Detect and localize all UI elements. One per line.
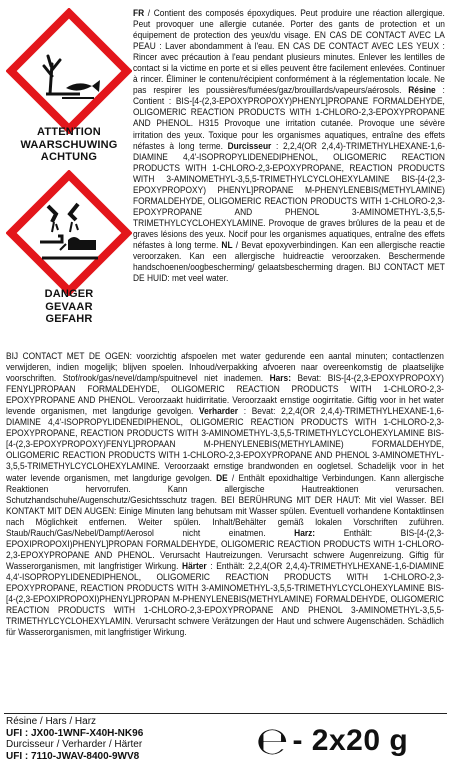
- hars-statements: Bevat: BIS-[4-(2,3-EPOXYPROPOXY) FENYL]PROPAAN FORMALDEHYDE, OLIGOMERIC REACTION PRODUCTS WITH 1-CHLORO-2,3-EPOXYPROPANE AND PHENOL. Veroorzaakt huidirritatie. Veroorzaakt ernstige oogirritatie. Giftig voor in het water levende organismen, met langdurige gevolgen.: [6, 373, 444, 417]
- durcisseur-tag: Durcisseur: [227, 140, 272, 151]
- resine-statements: : Contient : BIS-[4-(2,3-EPOXYPROPOXY)PHENYL]PROPANE FORMALDEHYDE, OLIGOMERIC REACTION PRODUCTS WITH 1-CHLORO-2,3-EPOXYPROPANE AND PHENOL. H315 Provoque une irritation cutanée. Provoque une sévère irritation des yeux. Toxique pour les organismes aquatiques, entraîne des effets néfastes à long terme.: [133, 85, 445, 151]
- hars-tag: Hars:: [269, 373, 291, 384]
- lang-tag-de: DE: [216, 472, 228, 483]
- signal-word-nl: GEVAAR: [45, 300, 93, 313]
- environment-hazard-icon: [6, 8, 132, 134]
- hazard-text-full: [6, 351, 444, 638]
- hardener-line: Durcisseur / Verharder / Härter: [6, 739, 143, 751]
- de-statements: / Enthält epoxidhaltige Verbindungen. Kann allergische Reaktionen hervorrufen. Kann allergische Hautreaktionen verursachen. Schutzhandschuhe/Augenschutz/Gesichtsschutz tragen. BEI BERÜHRUNG MIT DER HAUT: Mit viel Wasser. BEI KONTAKT MIT DEN AUGEN: Einige Minuten lang behutsam mit Wasser spülen. Eventuell vorhandene Kontaktlinsen nach Möglichkeit entfernen. Weiter spülen. Inhalt/Behälter gemäß lokalen Vorschriften zuführen. Staub/Rauch/Gas/Nebel/Dampf/Aerosol nicht einatmen.: [6, 472, 444, 538]
- footer-divider: [4, 713, 447, 714]
- nl-statements: / Bevat epoxyverbindingen. Kan een allergische reactie veroorzaken. Kan een allergische huidreactie veroorzaken. Beschermende handschoenen/oogbescherming/ gelaatsbescherming dragen. BIJ CONTACT MET DE HUID: met veel water.: [133, 239, 445, 284]
- resin-line: Résine / Hars / Harz: [6, 716, 97, 727]
- verharder-statements: : Bevat: 2,2,4(OR 2,4,4)-TRIMETHYLHEXANE-1,6-DIAMINE 4,4'-ISOPROPYLIDENEDIPHENOL, OLIGOMERIC REACTION PRODUCTS WITH 1-CHLORO-2,3-EPOXYPROPANE, REACTION PRODUCTS WITH 3-AMINOMETHYL-3,5,5-TRIMETHYLCYCLOHEXYLAMINE BIS-[4-(2,3-EPOXYPROPOXY)FENYL]PROPAAN M-PHENYLENEBIS(METHYLAMINE) FORMALDEHYDE, OLIGOMERIC REACTION PRODUCTS WITH 1-CHLORO-2,3-EPOXYPROPANE AND PHENOL 3-AMINOMETHYL-3,5,5-TRIMETHYLCYCLOHEXYLAMINE. Veroorzaakt ernstige brandwonden en oogletsel. Schadelijk voor in het water levende organismen, met langdurige gevolgen.: [6, 406, 444, 483]
- pictogram-environment: [6, 8, 132, 134]
- lang-tag-nl: NL: [221, 239, 233, 250]
- ufi-hardener: UFI : 7110-JWAV-8400-9WV8: [6, 750, 140, 762]
- harter-statements: : Enthält: 2,2,4(OR 2,4,4)-TRIMETHYLHEXANE-1,6-DIAMINE 4,4'-ISOPROPYLIDENEDIPHENOL, OLIGOMERIC REACTION PRODUCTS WITH 1-CHLORO-2,3-EPOXYPROPANE, REACTION PRODUCTS WITH 3-AMINOMETHYL-3,5,5-TRIMETHYLCYCLOHEXYLAMINE BIS-[4-(2,3-EPOXIPROPOXI)PHENYL]PROPAN M-PHENYLENEBIS(METHYLAMINE) FORMALDEHYDE, OLIGOMERIC REACTION PRODUCTS WITH 1-CHLORO-2,3-EPOXYPROPANE AND PHENOL 3-AMINOMETHYL-3,5,5-TRIMETHYLCYCLOHEXYLAMIN. Verursacht schwere Verätzungen der Haut und schwere Augenschäden. Schädlich für Wasserorganismen, mit langfristiger Wirkung.: [6, 560, 444, 638]
- signal-word-nl: WAARSCHUWING: [20, 138, 118, 151]
- signal-word-block-2: [6, 288, 132, 326]
- signal-word-fr: ATTENTION: [37, 126, 101, 138]
- durcisseur-statements: : 2,2,4(OR 2,4,4)-TRIMETHYLHEXANE-1,6-DIAMINE 4,4'-ISOPROPYLIDENEDIPHENOL, OLIGOMERIC REACTION PRODUCTS WITH 1-CHLORO-2,3-EPOXYPROPANE, REACTION PRODUCTS WITH 3-AMINOMETHYL-3,5,5-TRIMETHYLCYCLOHEXYLAMINE BIS-[4-(2,3-EPOXYPROPOXY) PHENYL]PROPANE M-PHENYLENEBIS(METHYLAMINE) FORMALDEHYDE, OLIGOMERIC REACTION PRODUCTS WITH 1-CHLORO-2,3-EPOXYPROPANE AND PHENOL 3-AMINOMETHYL-3,5,5-TRIMETHYLCYCLOHEXYLAMINE. Provoque de graves brûlures de la peau et de graves lésions des yeux. Nocif pour les organismes aquatiques, entraîne des effets néfastes à long terme.: [133, 140, 445, 250]
- net-quantity: [256, 716, 408, 766]
- quantity-amount: - 2x20 g: [292, 724, 409, 757]
- hazard-text-column: [133, 8, 445, 284]
- ufi-resin: UFI : JX00-1WNF-X40H-NK96: [6, 727, 144, 739]
- harter-tag: Härter: [182, 560, 207, 571]
- nl-statements-cont: BIJ CONTACT MET DE OGEN: voorzichtig afspoelen met water gedurende een aantal minuten; contactlenzen verwijderen, indien mogelijk; blijven spoelen. Inhoud/verpakking afvoeren naar overeenkomstig de plaatselijke voorschriften. Stof/rook/gas/nevel/damp/spuitnevel niet inademen.: [6, 351, 444, 384]
- hazard-paragraph-full: [6, 351, 444, 638]
- signal-word-fr: DANGER: [44, 288, 94, 300]
- signal-word-de: ACHTUNG: [40, 151, 98, 163]
- signal-word-block-1: [6, 126, 132, 164]
- fr-statements: / Contient des composés époxydiques. Peut produire une réaction allergique. Peut provoquer une allergie cutanée. Porter des gants de protection et un équipement de protection des yeux/du visage. EN CAS DE CONTACT AVEC LA PEAU : Laver abondamment à l'eau. EN CAS DE CONTACT AVEC LES YEUX : Rincer avec précaution à l'eau pendant plusieurs minutes. Enlever les lentilles de contact si la victime en porte et si elles peuvent être facilement enlevées. Continuer à rincer. Éliminer le contenu/récipient conformément à la réglementation locale. Ne pas respirer les poussières/fumées/gaz/brouillards/vapeurs/aérosols.: [133, 8, 445, 96]
- lang-tag-fr: FR: [133, 8, 145, 18]
- signal-word-de: GEFAHR: [45, 313, 93, 325]
- harz-tag: Harz:: [294, 527, 316, 538]
- hazard-paragraph: [133, 8, 445, 284]
- resine-tag: Résine: [408, 85, 436, 96]
- harz-statements: Enthält: BIS-[4-(2,3-EPOXIPROPOXI)PHENYL]PROPAN FORMALDEHYDE, OLIGOMERIC REACTION PRODUCTS WITH 1-CHLORO-2,3-EPOXYPROPANE AND PHENOL. Verursacht Hautreizungen. Verursacht schwere Augenreizung. Giftig für Wasserorganismen, mit langfristiger Wirkung.: [6, 527, 444, 571]
- verharder-tag: Verharder: [198, 406, 239, 417]
- ufi-block: [6, 716, 236, 762]
- corrosion-hazard-icon: [6, 170, 132, 296]
- estimated-sign-icon: ℮: [256, 719, 289, 763]
